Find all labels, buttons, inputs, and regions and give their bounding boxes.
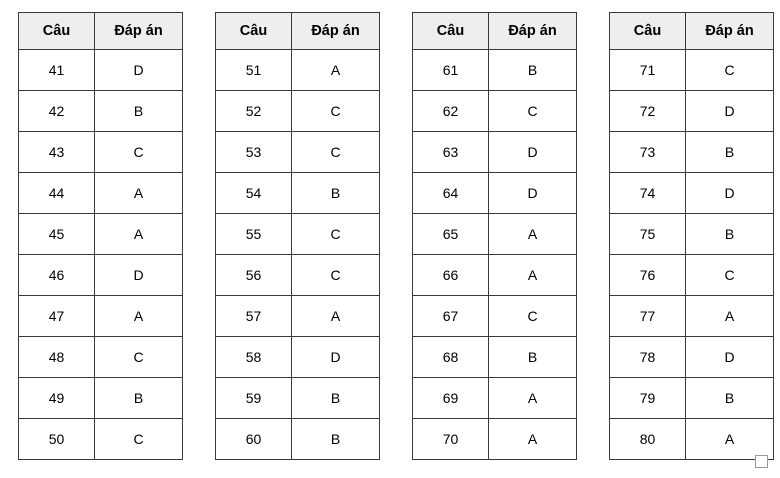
table-row [610, 419, 774, 460]
table-row [610, 50, 774, 91]
question-number-cell: 41 [19, 50, 95, 91]
column-header-question: Câu [610, 13, 686, 50]
table-row [610, 337, 774, 378]
table-header-row [610, 13, 774, 50]
question-number-cell: 68 [413, 337, 489, 378]
question-number-cell: 60 [216, 419, 292, 460]
column-header-question: Câu [413, 13, 489, 50]
table-row [413, 378, 577, 419]
answer-cell: A [95, 214, 183, 255]
table-header-row [413, 13, 577, 50]
answer-cell: B [292, 419, 380, 460]
question-number-cell: 70 [413, 419, 489, 460]
table-row [413, 50, 577, 91]
question-number-cell: 45 [19, 214, 95, 255]
table-row [610, 255, 774, 296]
table-row [413, 214, 577, 255]
question-number-cell: 54 [216, 173, 292, 214]
table-row [610, 91, 774, 132]
table-row [19, 214, 183, 255]
answer-cell: A [489, 255, 577, 296]
question-number-cell: 58 [216, 337, 292, 378]
answer-cell: A [292, 296, 380, 337]
table-row [610, 296, 774, 337]
table-row [413, 255, 577, 296]
answer-cell: B [489, 50, 577, 91]
table-row [216, 214, 380, 255]
question-number-cell: 51 [216, 50, 292, 91]
table-row [19, 255, 183, 296]
column-header-question: Câu [19, 13, 95, 50]
answer-cell: B [686, 214, 774, 255]
answer-cell: A [686, 419, 774, 460]
answer-cell: A [489, 378, 577, 419]
table-row [19, 337, 183, 378]
table-row [216, 132, 380, 173]
question-number-cell: 80 [610, 419, 686, 460]
question-number-cell: 57 [216, 296, 292, 337]
answer-cell: C [292, 214, 380, 255]
answer-cell: B [292, 378, 380, 419]
table-row [216, 50, 380, 91]
answer-cell: A [95, 296, 183, 337]
table-row [216, 91, 380, 132]
answer-cell: C [686, 255, 774, 296]
table-header-row [216, 13, 380, 50]
table-row [610, 214, 774, 255]
column-header-answer: Đáp án [292, 13, 380, 50]
corner-marker-icon [755, 455, 768, 468]
answer-cell: B [686, 378, 774, 419]
answer-table-1 [18, 12, 183, 460]
question-number-cell: 77 [610, 296, 686, 337]
answer-cell: A [489, 214, 577, 255]
table-row [216, 378, 380, 419]
table-row [413, 91, 577, 132]
question-number-cell: 55 [216, 214, 292, 255]
answer-cell: B [292, 173, 380, 214]
question-number-cell: 46 [19, 255, 95, 296]
question-number-cell: 43 [19, 132, 95, 173]
answer-table-3 [412, 12, 577, 460]
column-header-answer: Đáp án [686, 13, 774, 50]
question-number-cell: 78 [610, 337, 686, 378]
table-row [216, 255, 380, 296]
question-number-cell: 63 [413, 132, 489, 173]
table-row [216, 173, 380, 214]
question-number-cell: 48 [19, 337, 95, 378]
table-row [19, 419, 183, 460]
question-number-cell: 53 [216, 132, 292, 173]
question-number-cell: 52 [216, 91, 292, 132]
answer-table-4 [609, 12, 774, 460]
table-row [610, 173, 774, 214]
question-number-cell: 61 [413, 50, 489, 91]
question-number-cell: 72 [610, 91, 686, 132]
answer-cell: C [292, 255, 380, 296]
answer-cell: C [292, 132, 380, 173]
question-number-cell: 47 [19, 296, 95, 337]
answer-cell: C [95, 419, 183, 460]
column-header-answer: Đáp án [489, 13, 577, 50]
question-number-cell: 64 [413, 173, 489, 214]
table-row [413, 296, 577, 337]
answer-cell: D [686, 173, 774, 214]
question-number-cell: 66 [413, 255, 489, 296]
table-row [216, 337, 380, 378]
table-row [19, 132, 183, 173]
table-row [19, 296, 183, 337]
answer-cell: D [489, 132, 577, 173]
table-row [413, 419, 577, 460]
answer-cell: A [95, 173, 183, 214]
table-row [413, 173, 577, 214]
answer-cell: C [292, 91, 380, 132]
table-row [19, 91, 183, 132]
table-row [19, 173, 183, 214]
table-row [610, 132, 774, 173]
answer-cell: D [292, 337, 380, 378]
answer-cell: D [95, 50, 183, 91]
answer-cell: B [489, 337, 577, 378]
table-row [19, 50, 183, 91]
table-row [413, 132, 577, 173]
answer-cell: C [95, 337, 183, 378]
table-row [216, 296, 380, 337]
table-header-row [19, 13, 183, 50]
question-number-cell: 42 [19, 91, 95, 132]
answer-cell: D [686, 337, 774, 378]
question-number-cell: 65 [413, 214, 489, 255]
question-number-cell: 50 [19, 419, 95, 460]
question-number-cell: 75 [610, 214, 686, 255]
answer-cell: D [686, 91, 774, 132]
question-number-cell: 69 [413, 378, 489, 419]
answer-cell: B [95, 378, 183, 419]
question-number-cell: 59 [216, 378, 292, 419]
question-number-cell: 67 [413, 296, 489, 337]
question-number-cell: 71 [610, 50, 686, 91]
question-number-cell: 44 [19, 173, 95, 214]
question-number-cell: 73 [610, 132, 686, 173]
question-number-cell: 49 [19, 378, 95, 419]
answer-cell: B [95, 91, 183, 132]
question-number-cell: 74 [610, 173, 686, 214]
question-number-cell: 76 [610, 255, 686, 296]
answer-table-2 [215, 12, 380, 460]
question-number-cell: 56 [216, 255, 292, 296]
table-row [19, 378, 183, 419]
question-number-cell: 79 [610, 378, 686, 419]
answer-cell: A [686, 296, 774, 337]
table-row [610, 378, 774, 419]
answer-cell: C [686, 50, 774, 91]
table-row [413, 337, 577, 378]
answer-cell: D [95, 255, 183, 296]
answer-cell: C [489, 296, 577, 337]
table-row [216, 419, 380, 460]
answer-cell: A [292, 50, 380, 91]
column-header-answer: Đáp án [95, 13, 183, 50]
answer-cell: C [489, 91, 577, 132]
answer-cell: D [489, 173, 577, 214]
answer-cell: C [95, 132, 183, 173]
answer-cell: A [489, 419, 577, 460]
column-header-question: Câu [216, 13, 292, 50]
answer-cell: B [686, 132, 774, 173]
question-number-cell: 62 [413, 91, 489, 132]
